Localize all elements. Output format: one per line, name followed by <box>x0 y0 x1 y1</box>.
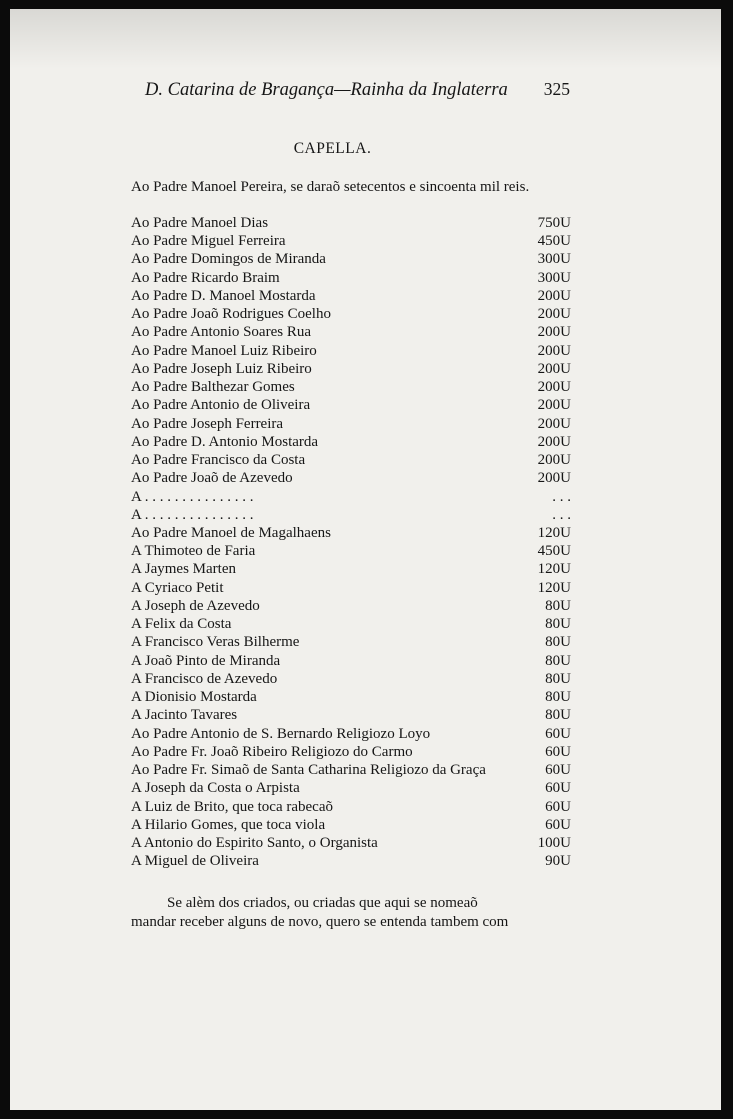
ledger-amount: 200U <box>537 324 571 341</box>
ledger-name: A Felix da Costa <box>131 616 232 633</box>
ledger-row <box>131 451 571 469</box>
ledger-amount: 200U <box>537 287 571 304</box>
ledger-row <box>131 524 571 542</box>
ledger-amount: 200U <box>537 379 571 396</box>
ledger-name: Ao Padre Antonio de S. Bernardo Religiozo Loyo <box>131 725 431 742</box>
ledger-name: A Cyriaco Petit <box>131 579 224 596</box>
ledger-amount: 80U <box>545 652 571 669</box>
ledger-name: A Joseph da Costa o Arpista <box>131 780 300 797</box>
ledger-name: A Joaõ Pinto de Miranda <box>131 652 281 669</box>
ledger-row <box>131 433 571 451</box>
ledger-row <box>131 579 571 597</box>
ledger-name: Ao Padre Antonio Soares Rua <box>131 324 311 341</box>
ledger-row <box>131 670 571 688</box>
ledger-amount: 200U <box>537 415 571 432</box>
ledger-amount: 450U <box>537 233 571 250</box>
ledger-amount: 80U <box>545 689 571 706</box>
ledger-amount: 80U <box>545 634 571 651</box>
ledger-amount: 120U <box>537 579 571 596</box>
ledger-name: A Francisco Veras Bilherme <box>131 634 300 651</box>
ledger-name: Ao Padre D. Antonio Mostarda <box>131 433 319 450</box>
ledger-amount: 120U <box>537 524 571 541</box>
ledger-amount: 60U <box>545 743 571 760</box>
ledger-row <box>131 597 571 615</box>
ledger-name: A Antonio do Espirito Santo, o Organista <box>131 834 378 851</box>
closing-paragraph <box>131 894 571 931</box>
ledger-name: Ao Padre Joseph Luiz Ribeiro <box>131 360 312 377</box>
ledger-amount: 200U <box>537 397 571 414</box>
ledger-row <box>131 360 571 378</box>
ledger-amount: 200U <box>537 433 571 450</box>
ledger-name: A Hilario Gomes, que toca viola <box>131 816 326 833</box>
ledger-amount: . . . <box>552 488 571 505</box>
ledger-name: Ao Padre Fr. Joaõ Ribeiro Religiozo do Carmo <box>131 743 413 760</box>
closing-line-1: Se alèm dos criados, ou criadas que aqui se nomeaõ <box>167 895 478 911</box>
ledger-amount: 750U <box>537 215 571 231</box>
ledger-amount: 60U <box>545 780 571 797</box>
section-title: CAPELLA. <box>293 140 372 157</box>
ledger-name: Ao Padre D. Manoel Mostarda <box>131 287 316 304</box>
intro-paragraph: Ao Padre Manoel Pereira, se daraõ setecentos e sincoenta mil reis. <box>131 179 530 195</box>
ledger-amount: 60U <box>545 762 571 779</box>
running-header <box>145 79 570 101</box>
ledger-amount: 80U <box>545 707 571 724</box>
ledger-amount: 200U <box>537 306 571 323</box>
ledger-amount: 80U <box>545 670 571 687</box>
ledger-row <box>131 269 571 287</box>
ledger-row <box>131 250 571 268</box>
ledger-name: Ao Padre Miguel Ferreira <box>131 233 286 250</box>
ledger-amount: 200U <box>537 452 571 469</box>
ledger-row <box>131 305 571 323</box>
ledger-name: Ao Padre Ricardo Braim <box>131 269 280 286</box>
ledger-row <box>131 469 571 487</box>
ledger-row <box>131 378 571 396</box>
ledger-row <box>131 415 571 433</box>
ledger-row <box>131 633 571 651</box>
ledger-name: A Francisco de Azevedo <box>131 670 278 687</box>
ledger-name: A Jaymes Marten <box>131 561 236 578</box>
ledger-name: Ao Padre Antonio de Oliveira <box>131 397 311 414</box>
ledger-name: A Jacinto Tavares <box>131 707 238 724</box>
ledger-name: A Thimoteo de Faria <box>131 543 256 560</box>
ledger-row <box>131 342 571 360</box>
ledger-name: Ao Padre Fr. Simaõ de Santa Catharina Religiozo da Graça <box>131 762 486 779</box>
ledger-amount: 60U <box>545 816 571 833</box>
ledger-name: Ao Padre Francisco da Costa <box>131 452 306 469</box>
ledger-amount: 80U <box>545 616 571 633</box>
ledger-name: Ao Padre Manoel Luiz Ribeiro <box>131 342 317 359</box>
ledger-name: Ao Padre Balthezar Gomes <box>131 379 295 396</box>
closing-line-2: mandar receber alguns de novo, quero se entenda tambem com <box>131 913 509 930</box>
ledger-row <box>131 232 571 250</box>
page-number: 325 <box>543 79 570 99</box>
ledger-row <box>131 798 571 816</box>
ledger-name: Ao Padre Joseph Ferreira <box>131 415 284 432</box>
ledger-name: A Joseph de Azevedo <box>131 597 260 614</box>
running-title: D. Catarina de Bragança—Rainha da Inglaterra <box>145 80 508 100</box>
ledger-row <box>131 396 571 414</box>
ledger-amount: 200U <box>537 342 571 359</box>
ledger-name: A . . . . . . . . . . . . . . . <box>131 488 254 505</box>
ledger-name: Ao Padre Manoel de Magalhaens <box>131 524 331 541</box>
ledger-name: A Miguel de Oliveira <box>131 853 259 870</box>
ledger-row <box>131 706 571 724</box>
ledger-amount: 450U <box>537 543 571 560</box>
ledger-amount: 120U <box>537 561 571 578</box>
ledger-row <box>131 743 571 761</box>
ledger-name: Ao Padre Joaõ de Azevedo <box>131 470 293 487</box>
ledger-amount: 200U <box>537 360 571 377</box>
ledger-row <box>131 834 571 852</box>
ledger-row <box>131 506 571 524</box>
ledger-row <box>131 816 571 834</box>
ledger-row <box>131 542 571 560</box>
ledger-row <box>131 725 571 743</box>
ledger-amount: . . . <box>552 506 571 523</box>
ledger-row <box>131 688 571 706</box>
ledger-amount: 80U <box>545 597 571 614</box>
ledger-row <box>131 761 571 779</box>
ledger-amount: 90U <box>545 853 571 870</box>
ledger-row <box>131 560 571 578</box>
ledger-amount: 60U <box>545 798 571 815</box>
ledger-amount: 300U <box>537 251 571 268</box>
ledger-amount: 300U <box>537 269 571 286</box>
ledger-name: Ao Padre Manoel Dias <box>131 215 269 231</box>
ledger-row <box>131 323 571 341</box>
ledger-amount: 60U <box>545 725 571 742</box>
ledger-row <box>131 214 571 232</box>
ledger-row <box>131 287 571 305</box>
ledger-name: A Luiz de Brito, que toca rabecaõ <box>131 798 334 815</box>
ledger-row <box>131 615 571 633</box>
ledger-name: Ao Padre Joaõ Rodrigues Coelho <box>131 306 331 323</box>
ledger-amount: 100U <box>537 834 571 851</box>
ledger-name: A Dionisio Mostarda <box>131 689 257 706</box>
ledger-row <box>131 852 571 870</box>
ledger-row <box>131 779 571 797</box>
ledger-row <box>131 488 571 506</box>
ledger-amount: 200U <box>537 470 571 487</box>
book-page <box>10 9 721 1110</box>
ledger-name: Ao Padre Domingos de Miranda <box>131 251 326 268</box>
ledger-name: A . . . . . . . . . . . . . . . <box>131 506 254 523</box>
payment-ledger <box>131 214 571 870</box>
ledger-row <box>131 652 571 670</box>
